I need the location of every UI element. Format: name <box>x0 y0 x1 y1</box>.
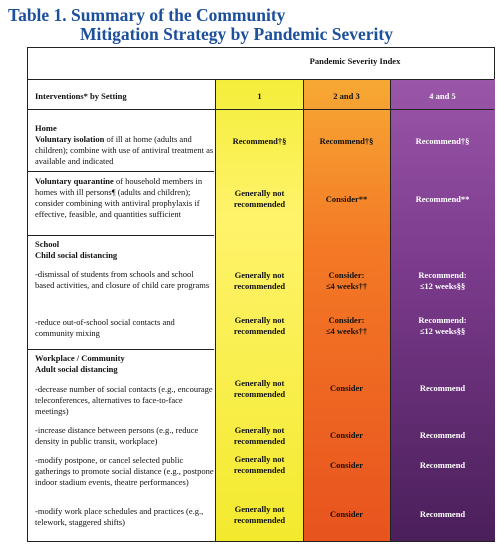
school-section <box>35 239 215 261</box>
reduce-cell-3-line2: ≤12 weeks§§ <box>419 325 466 336</box>
increase-cell-3: Recommend <box>419 430 466 440</box>
reduce-cell-1: Generally not recommended <box>233 315 286 336</box>
table-title <box>8 6 393 44</box>
increase-cell-2: Consider <box>329 430 364 440</box>
workplace-section <box>35 353 215 375</box>
vq-cell-2: Consider** <box>325 194 368 204</box>
severity-header-4-5: 4 and 5 <box>429 91 456 101</box>
voluntary-quarantine-row <box>35 176 215 220</box>
schedule-cell-2: Consider <box>329 509 364 519</box>
title-line-2: Mitigation Strategy by Pandemic Severity <box>80 24 394 44</box>
workplace-heading: Workplace / Community <box>35 353 125 363</box>
modify-cell-3: Recommend <box>419 460 466 470</box>
mitigation-table <box>27 47 495 542</box>
pandemic-severity-index-header: Pandemic Severity Index <box>309 56 401 66</box>
divider <box>28 171 214 172</box>
reduce-cell-2-line2: ≤4 weeks†† <box>325 325 368 336</box>
divider <box>215 79 216 541</box>
dismiss-cell-3 <box>390 270 495 291</box>
schedule-cell-1: Generally not recommended <box>233 504 286 525</box>
dismiss-cell-2-line2: ≤4 weeks†† <box>325 280 368 291</box>
divider <box>28 349 214 350</box>
dismiss-cell-3-line2: ≤12 weeks§§ <box>419 280 466 291</box>
voluntary-isolation-label: Voluntary isolation <box>35 134 105 144</box>
severity-header-2-3: 2 and 3 <box>333 91 360 101</box>
decrease-contacts-text: -decrease number of social contacts (e.g., encourage teleconferences, alternatives to face-to-face meetings) <box>35 384 213 416</box>
voluntary-quarantine-label: Voluntary quarantine <box>35 176 114 186</box>
voluntary-quarantine-text: of household members in homes with ill persons¶ (adults and children); consider combining with antiviral prophylaxis if effective, feasible, and quantities sufficient <box>35 176 203 219</box>
reduce-cell-3 <box>390 315 495 336</box>
school-heading: School <box>35 239 60 249</box>
increase-distance-text: -increase distance between persons (e.g., reduce density in public transit, workplace) <box>35 425 199 446</box>
schedule-cell-3: Recommend <box>419 509 466 519</box>
increase-cell-1: Generally not recommended <box>233 425 286 446</box>
divider <box>28 235 214 236</box>
dismiss-cell-2 <box>303 270 390 291</box>
vq-cell-1: Generally not recommended <box>233 188 286 209</box>
reduce-contacts-text: -reduce out-of-school social contacts and community mixing <box>35 317 175 338</box>
dismiss-cell-1: Generally not recommended <box>233 270 286 291</box>
school-subheading: Child social distancing <box>35 250 118 260</box>
work-schedules-text: -modify work place schedules and practices (e.g., telework, staggered shifts) <box>35 506 204 527</box>
reduce-cell-2 <box>303 315 390 336</box>
severity-column-4-5 <box>390 79 495 541</box>
reduce-cell-3-line1: Recommend: <box>418 315 467 325</box>
divider <box>303 79 304 541</box>
reduce-cell-2-line1: Consider: <box>328 315 365 325</box>
divider <box>28 79 494 80</box>
vi-cell-1: Recommend†§ <box>232 136 287 146</box>
vi-cell-3: Recommend†§ <box>415 136 470 146</box>
home-heading: Home <box>35 123 57 133</box>
voluntary-isolation-row <box>35 134 215 167</box>
modify-gatherings-text: -modify postpone, or cancel selected public gatherings to promote social distance (e.g., postpone indoor stadium events, theatre performances) <box>35 455 214 487</box>
workplace-subheading: Adult social distancing <box>35 364 118 374</box>
divider <box>28 109 494 110</box>
modify-cell-2: Consider <box>329 460 364 470</box>
modify-cell-1: Generally not recommended <box>233 454 286 475</box>
severity-column-2-3 <box>303 79 390 541</box>
dismiss-cell-2-line1: Consider: <box>328 270 365 280</box>
dismiss-cell-3-line1: Recommend: <box>418 270 467 280</box>
severity-header-1: 1 <box>257 91 262 101</box>
decrease-cell-2: Consider <box>329 383 364 393</box>
decrease-cell-1: Generally not recommended <box>233 378 286 399</box>
voluntary-isolation-text: of ill at home (adults and children); combine with use of antiviral treatment as available and indicated <box>35 134 214 166</box>
home-section <box>35 123 215 167</box>
divider <box>390 79 391 541</box>
interventions-header: Interventions* by Setting <box>35 91 127 101</box>
dismissal-text: -dismissal of students from schools and school based activities, and closure of child care programs <box>35 269 210 290</box>
decrease-cell-3: Recommend <box>419 383 466 393</box>
vi-cell-2: Recommend†§ <box>319 136 374 146</box>
vq-cell-3: Recommend** <box>415 194 470 204</box>
title-line-1: Table 1. Summary of the Community <box>8 5 286 25</box>
